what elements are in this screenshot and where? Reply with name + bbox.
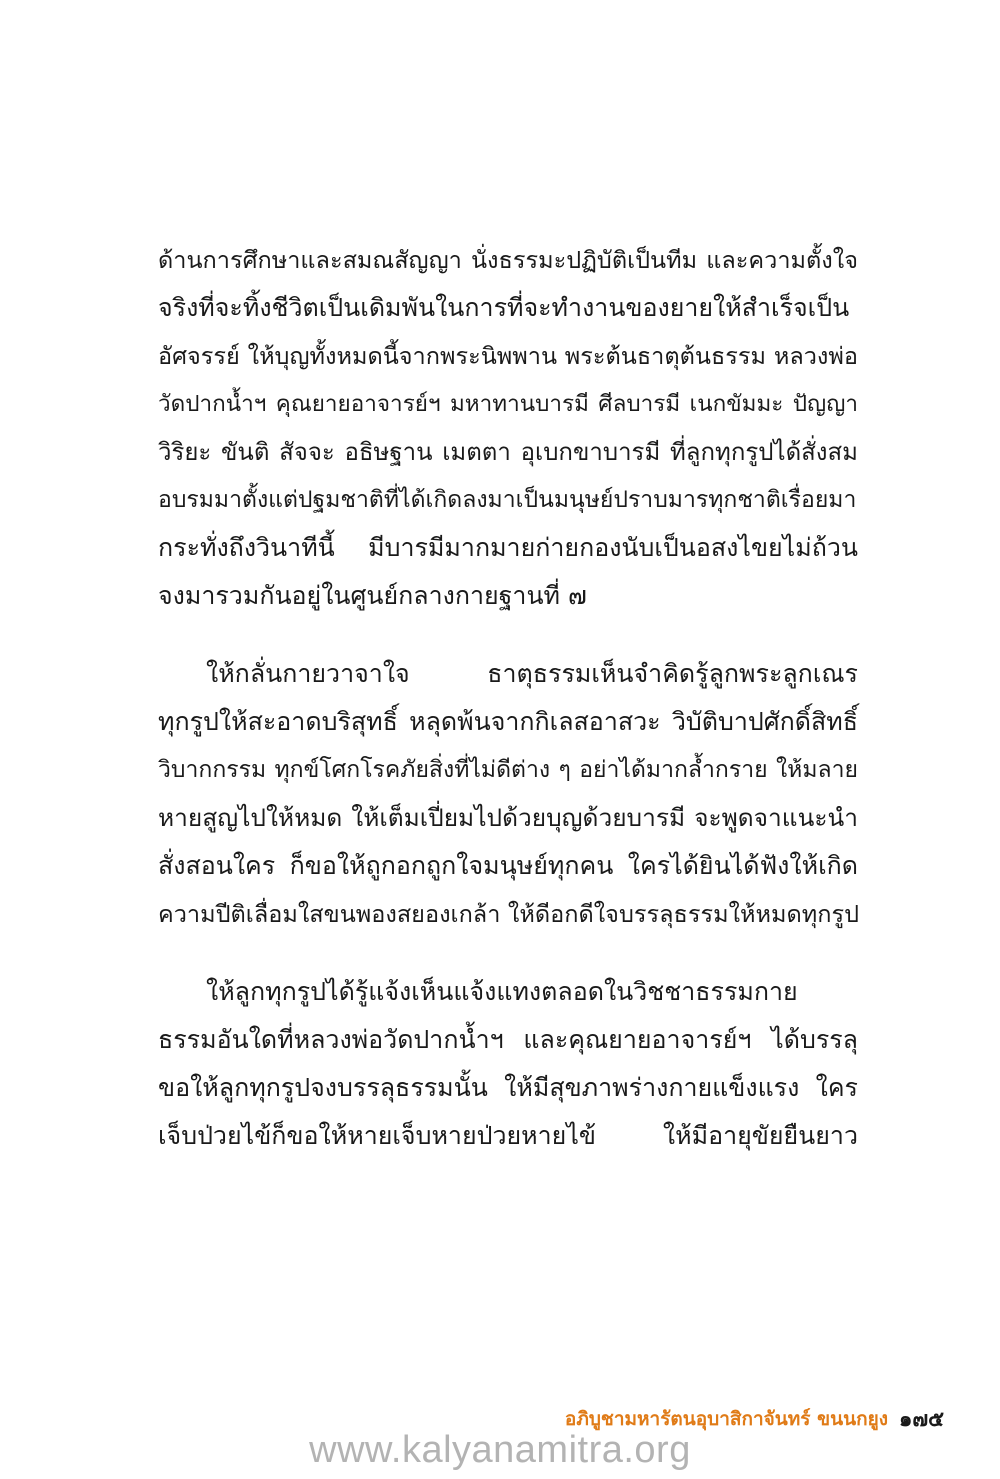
text-line: ความปีติเลื่อมใสขนพองสยองเกล้า ให้ดีอกดีใจบรรลุธรรมให้หมดทุกรูป bbox=[158, 900, 860, 928]
text-line: อัศจรรย์ ให้บุญทั้งหมดนี้จากพระนิพพาน พระต้นธาตุต้นธรรม หลวงพ่อ bbox=[158, 342, 858, 370]
text-line: วิบากกรรม ทุกข์โศกโรคภัยสิ่งที่ไม่ดีต่าง ๆ อย่าได้มากล้ำกราย ให้มลาย bbox=[158, 757, 858, 783]
text-line: วิริยะ ขันติ สัจจะ อธิษฐาน เมตตา อุเบกขาบารมี ที่ลูกทุกรูปได้สั่งสม bbox=[158, 438, 858, 466]
text-line: เจ็บป่วยไข้ก็ขอให้หายเจ็บหายป่วยหายไข้ ให้มีอายุขัยยืนยาว bbox=[158, 1121, 858, 1150]
text-line: หายสูญไปให้หมด ให้เต็มเปี่ยมไปด้วยบุญด้วยบารมี จะพูดจาแนะนำ bbox=[158, 803, 858, 832]
website-watermark: www.kalyanamitra.org bbox=[309, 1429, 691, 1471]
text-line: ทุกรูปให้สะอาดบริสุทธิ์ หลุดพ้นจากกิเลสอาสวะ วิบัติบาปศักดิ์สิทธิ์ bbox=[158, 707, 858, 736]
paragraph-2 bbox=[158, 650, 858, 938]
text-line: ให้กลั่นกายวาจาใจ ธาตุธรรมเห็นจำคิดรู้ลูกพระลูกเณร bbox=[206, 659, 858, 688]
text-line: ธรรมอันใดที่หลวงพ่อวัดปากน้ำฯ และคุณยายอาจารย์ฯ ได้บรรลุ bbox=[158, 1025, 858, 1054]
book-title: อภิบูชามหารัตนอุบาสิกาจันทร์ ขนนกยูง bbox=[564, 1408, 888, 1430]
paragraph-1 bbox=[158, 236, 858, 620]
text-line: กระทั่งถึงวินาทีนี้ มีบารมีมากมายก่ายกองนับเป็นอสงไขยไม่ถ้วน bbox=[158, 533, 858, 562]
body-text bbox=[158, 236, 858, 1190]
text-line: อบรมมาตั้งแต่ปฐมชาติที่ได้เกิดลงมาเป็นมนุษย์ปราบมารทุกชาติเรื่อยมา bbox=[158, 487, 857, 513]
page-number: ๑๗๕ bbox=[898, 1407, 944, 1431]
text-line: จริงที่จะทิ้งชีวิตเป็นเดิมพันในการที่จะทำงานของยายให้สำเร็จเป็น bbox=[158, 293, 850, 322]
text-line: ด้านการศึกษาและสมณสัญญา นั่งธรรมะปฏิบัติเป็นทีม และความตั้งใจ bbox=[158, 246, 858, 274]
text-line: ให้ลูกทุกรูปได้รู้แจ้งเห็นแจ้งแทงตลอดในวิชชาธรรมกาย bbox=[206, 977, 798, 1006]
text-line: สั่งสอนใคร ก็ขอให้ถูกอกถูกใจมนุษย์ทุกคน ใครได้ยินได้ฟังให้เกิด bbox=[158, 851, 858, 880]
text-line: วัดปากน้ำฯ คุณยายอาจารย์ฯ มหาทานบารมี ศีลบารมี เนกขัมมะ ปัญญา bbox=[158, 391, 858, 417]
text-line: จงมารวมกันอยู่ในศูนย์กลางกายฐานที่ ๗ bbox=[158, 581, 587, 610]
text-line: ขอให้ลูกทุกรูปจงบรรลุธรรมนั้น ให้มีสุขภาพร่างกายแข็งแรง ใคร bbox=[158, 1073, 858, 1102]
paragraph-3 bbox=[158, 968, 858, 1160]
